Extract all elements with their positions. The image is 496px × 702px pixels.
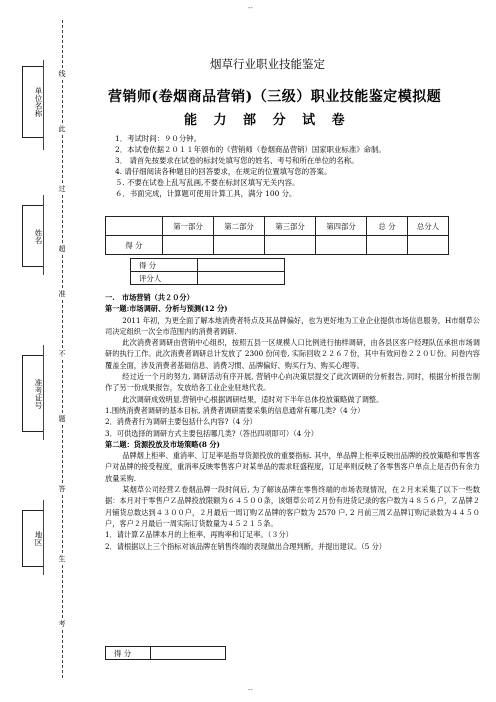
page-top-mark: --	[248, 4, 253, 12]
cut-line-char: 超	[58, 245, 66, 253]
instruction-item: 2．本试卷依据２０１１年颁布的《营销师（卷烟商品营销）国家职业标准》命制。	[115, 145, 386, 155]
instruction-item: ６．书面完成，计算题可使用计算工具，满分 100 分。	[115, 189, 297, 199]
question-paragraph: 品牌烟上柜率、重消率、订足率是指导货源投放的重要指标. 其中，单品牌上柜率反映出品牌的投放策略和零售客户对品牌的接受程度，重消率反映零售客户对某单品的需求旺盛程度，订足率则反映了各零售客户单点上是否仍有余力放量采购.	[105, 451, 480, 483]
question-title: 第二题：货源投放及市场策略(8 分)	[105, 439, 220, 449]
question-item: 2．请根据以上三个指标对该品牌在销售终端的表现做出合理判断，并提出建议。（5 分）	[105, 541, 386, 551]
score-table-corner	[106, 217, 163, 236]
question-paragraph: 某烟草公司经营Ｚ卷烟品牌一段时间后, 为了解该品牌在零售终端的市场表现情况，在２月末采集了以下一些数据：本月对于零售户Ｚ品牌投放限额为６４５００条，该烟草公司Ｚ月份有进货记录的客户数为４８５６户，Ｚ品牌２月铺货总数达到４３００户，２月最后一周订购Ｚ品牌的客户数为 2570 户, 2 月前三周Ｚ品牌订购记录数为４４５０户，客户２月最后一周实际订货数量为４５２１５条。	[105, 485, 480, 528]
scorer-label: 评分人	[131, 272, 198, 285]
score-table-header: 第二部分	[214, 217, 265, 236]
score-table-row	[106, 236, 449, 255]
scorer-cell[interactable]	[198, 272, 285, 285]
exam-id-field[interactable]	[43, 345, 58, 440]
cut-line-char: 此	[58, 125, 66, 133]
exam-instructions	[115, 133, 386, 200]
question-item: 3．可供选择的调研方式主要包括哪几类?（答出四项即可）（4 分）	[105, 428, 318, 438]
unit-name-field[interactable]	[43, 60, 58, 150]
question-paragraph: 2011 年初，为更全面了解本地消费者特点及其品牌偏好，也为更好地为工业企业提供市场信息服务，H市烟草公司决定组织一次全市范围内的消费者调研.	[105, 315, 480, 336]
cut-line-char: 准	[58, 290, 66, 298]
score-table-header: 总 分	[367, 217, 408, 236]
question-title: 第一题:市场调研、分析与预测(12 分)	[105, 304, 228, 314]
unit-name-box: 单位名称	[22, 66, 44, 138]
cut-line-char: 不	[58, 350, 66, 358]
question-paragraph: 经过近一个月的努力, 调研活动有序开展, 营销中心向决策层提交了此次调研的分析报告, 同时，根据分析报告制作了另一份成果报告，发放给各工业企业驻地代表。	[105, 372, 480, 393]
region-box: 地区	[22, 510, 44, 567]
score-cell[interactable]	[367, 236, 408, 255]
cut-line	[62, 20, 63, 678]
cut-line-char: 考	[58, 620, 66, 628]
cut-line-char: 线	[58, 70, 66, 78]
score-label: 得 分	[106, 647, 151, 660]
score-table-header: 第一部分	[163, 217, 214, 236]
score-cell[interactable]	[408, 236, 449, 255]
score-table-header: 总分人	[408, 217, 449, 236]
cut-line-char: 生	[58, 555, 66, 563]
section-1	[105, 292, 480, 552]
score-label: 得 分	[131, 259, 198, 272]
score-cell[interactable]	[316, 236, 367, 255]
question-item: 1．请计算Ｚ品牌本月的上柜率、再购率和订足率。（３分）	[105, 530, 293, 540]
score-cell[interactable]	[265, 236, 316, 255]
question-item: 1.围绕消费者调研的基本目标, 消费者调研需要采集的信息通常有哪几类?（4 分）	[105, 405, 365, 415]
instruction-item: 4. 请仔细阅读各种题目的回答要求，在规定的位置填写您的答案。	[115, 167, 332, 177]
score-table-header: 第三部分	[265, 217, 316, 236]
name-field[interactable]	[43, 195, 58, 275]
question-item: 2．消费者行为调研主要包括什么内容?（4 分）	[105, 417, 257, 427]
instruction-item: 3． 请首先按要求在试卷的标封处填写您的姓名、考号和所在单位的名称。	[115, 156, 359, 166]
cut-line-char: 答	[58, 485, 66, 493]
score-table	[105, 216, 449, 255]
cut-line-char: 过	[58, 185, 66, 193]
section-score-box	[130, 258, 285, 285]
question-paragraph: 此次调研成效明显.营销中心根据调研结果，适时对下半年总体投放策略做了调整。	[122, 394, 384, 404]
org-title: 烟草行业职业技能鉴定	[210, 57, 325, 71]
instruction-item: ５. 不要在试卷上乱写乱画,不要在标封区填写无关内容。	[115, 178, 300, 188]
question-score-box	[105, 646, 226, 660]
cut-line-char: 题	[58, 415, 66, 423]
instruction-item: 1．考试时间：９０分钟。	[115, 134, 202, 143]
score-table-header: 第四部分	[316, 217, 367, 236]
exam-title: 营销师(卷烟商品营销)（三级）职业技能鉴定模拟题	[108, 89, 442, 105]
score-cell[interactable]	[151, 647, 226, 660]
score-table-header-row	[106, 217, 449, 236]
question-paragraph: 此次消费者调研由营销中心组织，按照五县一区规模人口比例进行抽样调研，由各县区客户经理队伍承担市场调研的执行工作。此次消费者调研总计发放了 2300 份问卷, 实际回收２２６７份，其中有效问卷２２０Ｕ份。问卷内容覆盖全面，涉及消费者基础信息、消费习惯、品牌偏好、购买行为、购买心理等。	[105, 338, 480, 370]
score-table-row-label: 得 分	[106, 236, 163, 255]
exam-id-box: 准考证号	[22, 355, 44, 432]
page-bottom-mark: --	[248, 686, 253, 694]
name-box: 姓名	[22, 205, 44, 267]
section-heading: 一. 市场营销（共２０分）	[105, 293, 194, 302]
region-field[interactable]	[43, 500, 58, 575]
score-cell[interactable]	[214, 236, 265, 255]
exam-subtitle: 能 力 部 分 试 卷	[184, 113, 351, 128]
score-cell[interactable]	[198, 259, 285, 272]
score-cell[interactable]	[163, 236, 214, 255]
